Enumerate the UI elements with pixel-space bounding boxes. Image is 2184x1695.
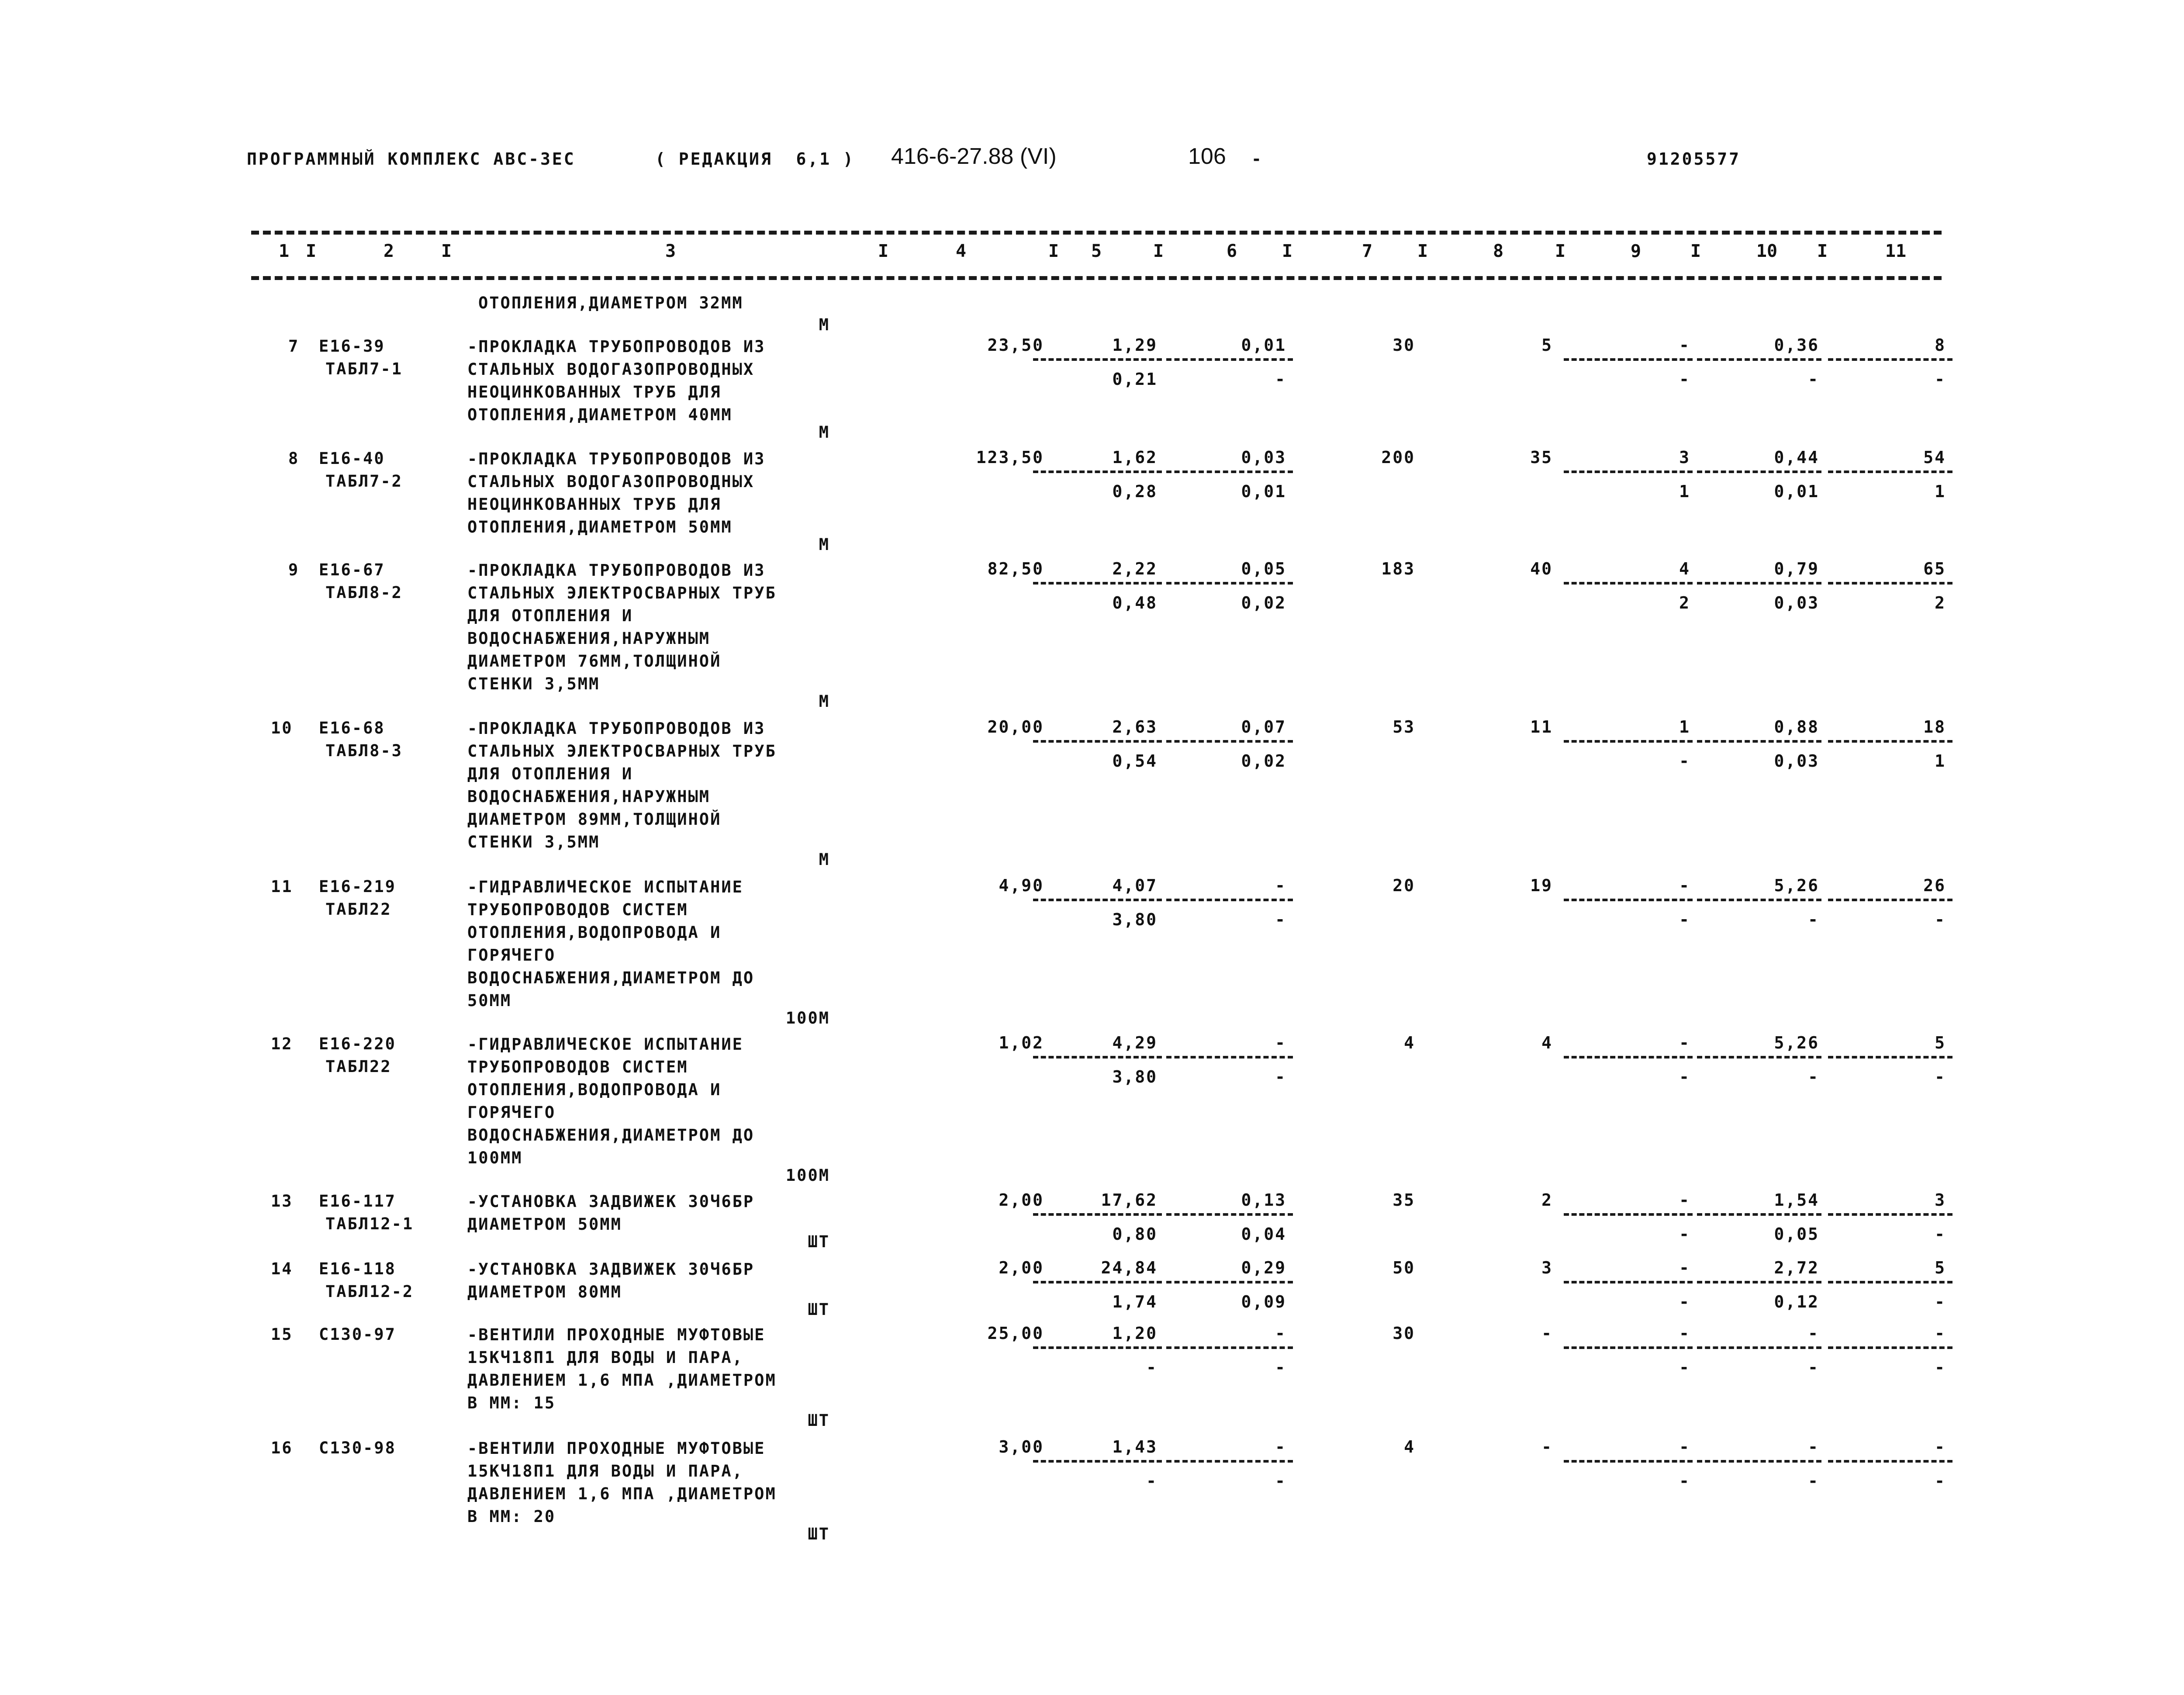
cell-c6b: 0,09 [1241,1292,1286,1311]
cell-c10b: - [1808,910,1819,929]
row-description-line: ТРУБОПРОВОДОВ СИСТЕМ [467,1058,688,1076]
doc-code: 416-6-27.88 (VI) [891,144,1057,169]
fraction-rule [1564,1056,1693,1059]
cell-c9b: - [1679,1067,1690,1086]
row-table-ref: ТАБЛ22 [325,1057,392,1076]
row-description-line: СТАЛЬНЫХ ЭЛЕКТРОСВАРНЫХ ТРУБ [467,584,777,602]
cell-c5b: 0,21 [1112,370,1158,389]
cell-c11: 65 [1923,559,1946,578]
column-separator: I [1048,241,1059,261]
column-number-7: 7 [1362,241,1373,261]
row-code: Е16-219 [319,877,396,896]
row-description-line: ОТОПЛЕНИЯ,ДИАМЕТРОМ 40ММ [467,405,733,424]
fraction-rule [1166,1056,1293,1059]
fraction-rule [1033,358,1162,361]
fraction-rule [1564,1460,1693,1463]
cell-c9: 1 [1679,717,1690,737]
fraction-rule [1697,1460,1821,1463]
cell-c10b: - [1808,370,1819,389]
column-separator: I [1417,241,1428,261]
fraction-rule [1033,1213,1162,1216]
row-description-line: НЕОЦИНКОВАННЫХ ТРУБ ДЛЯ [467,495,722,514]
cell-c10b: 0,12 [1774,1292,1819,1311]
row-code: Е16-68 [319,719,385,737]
cell-c7: 200 [1381,448,1415,467]
cell-c9: 4 [1679,559,1690,578]
cell-c5b: 0,48 [1112,593,1158,612]
row-unit: 100М [785,1009,830,1027]
cell-c7: 53 [1393,717,1415,737]
row-description-line: ОТОПЛЕНИЯ,ДИАМЕТРОМ 50ММ [467,518,733,536]
row-number: 12 [271,1034,293,1053]
row-description-line: ДИАМЕТРОМ 80ММ [467,1283,622,1301]
row-description-line: НЕОЦИНКОВАННЫХ ТРУБ ДЛЯ [467,383,722,401]
row-unit: М [819,692,830,711]
row-number: 16 [271,1439,293,1457]
row-unit: 100М [785,1166,830,1185]
row-number: 9 [288,560,300,579]
fraction-rule [1033,582,1162,585]
cell-c4: 25,00 [987,1324,1044,1343]
cell-c10: 2,72 [1774,1258,1819,1277]
cell-c6b: - [1275,1067,1286,1086]
cell-c9: 3 [1679,448,1690,467]
fraction-rule [1828,740,1952,743]
cell-c11b: - [1935,1292,1946,1311]
cell-c6b: 0,04 [1241,1225,1286,1244]
fraction-rule [1033,1460,1162,1463]
cell-c8: 40 [1530,559,1553,578]
row-table-ref: ТАБЛ7-2 [325,472,403,491]
cell-c5: 2,63 [1112,717,1158,737]
cell-c5b: 0,80 [1112,1225,1158,1244]
cell-c11: 5 [1935,1033,1946,1052]
row-unit: ШТ [808,1300,830,1319]
cell-c6: 0,01 [1241,336,1286,355]
column-number-1: 1 [278,241,290,261]
fraction-rule [1033,470,1162,473]
row-table-ref: ТАБЛ8-3 [325,741,403,760]
row-description-line: -ПРОКЛАДКА ТРУБОПРОВОДОВ ИЗ [467,450,766,468]
row-code: Е16-220 [319,1034,396,1053]
cell-c11b: - [1935,1471,1946,1491]
fraction-rule [1166,582,1293,585]
fraction-rule [1697,1281,1821,1283]
page-number-dash: - [1251,149,1263,169]
cell-c4: 3,00 [999,1437,1044,1456]
fraction-rule [1033,1346,1162,1349]
cell-c7: 30 [1393,1324,1415,1343]
cell-c5b: 0,54 [1112,751,1158,771]
fraction-rule [1033,1281,1162,1283]
fraction-rule [1564,470,1693,473]
row-code: С130-97 [319,1325,396,1344]
row-number: 14 [271,1259,293,1278]
cell-c11b: 1 [1935,751,1946,771]
cell-c6: 0,03 [1241,448,1286,467]
cell-c6b: 0,02 [1241,751,1286,771]
cell-c9: - [1679,1437,1690,1456]
fraction-rule [1564,1346,1693,1349]
cell-c10: 0,44 [1774,448,1819,467]
cell-c6b: - [1275,370,1286,389]
fraction-rule [1828,1346,1952,1349]
cell-c5b: 3,80 [1112,1067,1158,1086]
table-header-rule [251,276,1942,280]
row-table-ref: ТАБЛ8-2 [325,583,403,602]
cell-c6b: 0,02 [1241,593,1286,612]
cell-c6: 0,05 [1241,559,1286,578]
row-description-line: СТАЛЬНЫХ ЭЛЕКТРОСВАРНЫХ ТРУБ [467,742,777,761]
cell-c9b: - [1679,370,1690,389]
row-table-ref: ТАБЛ12-1 [325,1214,414,1233]
fraction-rule [1166,899,1293,901]
row-description-line: ДЛЯ ОТОПЛЕНИЯ И [467,606,633,625]
fraction-rule [1828,1213,1952,1216]
fraction-rule [1166,1281,1293,1283]
row-code: Е16-40 [319,449,385,468]
cell-c7: 30 [1393,336,1415,355]
cell-c11b: 2 [1935,593,1946,612]
cell-c10b: 0,03 [1774,593,1819,612]
cell-c5: 24,84 [1101,1258,1158,1277]
cell-c11: 5 [1935,1258,1946,1277]
cell-c8: 11 [1530,717,1553,737]
cell-c5: 1,29 [1112,336,1158,355]
cell-c5: 1,62 [1112,448,1158,467]
cell-c6b: - [1275,910,1286,929]
cell-c11: 18 [1923,717,1946,737]
row-description-line: ДИАМЕТРОМ 76ММ,ТОЛЩИНОЙ [467,652,722,671]
fraction-rule [1828,470,1952,473]
column-separator: I [306,241,317,261]
column-number-3: 3 [665,241,676,261]
cell-c9: - [1679,1324,1690,1343]
cell-c9b: - [1679,1471,1690,1491]
cell-c5b: 0,28 [1112,482,1158,501]
cell-c9b: - [1679,910,1690,929]
row-description-line: ГОРЯЧЕГО [467,1103,556,1122]
fraction-rule [1564,740,1693,743]
fraction-rule [1166,1346,1293,1349]
program-title: ПРОГРАММНЫЙ КОМПЛЕКС АВС-3ЕС [247,149,576,169]
row-description-line: -УСТАНОВКА ЗАДВИЖЕК 30Ч6БР [467,1260,755,1279]
fraction-rule [1033,899,1162,901]
cell-c8: 35 [1530,448,1553,467]
row-description-line: ВОДОСНАБЖЕНИЯ,ДИАМЕТРОМ ДО [467,1126,755,1145]
row-number: 10 [271,719,293,737]
cell-c5: 4,29 [1112,1033,1158,1052]
continued-description: ОТОПЛЕНИЯ,ДИАМЕТРОМ 32ММ [478,294,743,312]
fraction-rule [1697,358,1821,361]
row-code: Е16-118 [319,1259,396,1278]
cell-c10: - [1808,1437,1819,1456]
cell-c9: - [1679,336,1690,355]
row-description-line: ТРУБОПРОВОДОВ СИСТЕМ [467,900,688,919]
cell-c9: - [1679,876,1690,895]
row-number: 8 [288,449,300,468]
cell-c10b: 0,03 [1774,751,1819,771]
row-description-line: СТАЛЬНЫХ ВОДОГАЗОПРОВОДНЫХ [467,360,755,379]
fraction-rule [1166,740,1293,743]
cell-c11: 3 [1935,1190,1946,1210]
cell-c6: - [1275,1437,1286,1456]
fraction-rule [1564,358,1693,361]
cell-c11: - [1935,1324,1946,1343]
row-description-line: ДИАМЕТРОМ 50ММ [467,1215,622,1234]
cell-c6: - [1275,1033,1286,1052]
cell-c8: - [1541,1324,1553,1343]
cell-c4: 123,50 [976,448,1044,467]
cell-c6b: - [1275,1358,1286,1377]
cell-c9b: - [1679,1358,1690,1377]
fraction-rule [1828,899,1952,901]
fraction-rule [1697,740,1821,743]
row-unit: ШТ [808,1232,830,1251]
fraction-rule [1828,358,1952,361]
column-number-4: 4 [955,241,967,261]
row-number: 13 [271,1192,293,1211]
cell-c8: 3 [1541,1258,1553,1277]
fraction-rule [1166,1213,1293,1216]
fraction-rule [1166,1460,1293,1463]
row-description-line: -ГИДРАВЛИЧЕСКОЕ ИСПЫТАНИЕ [467,1035,743,1054]
cell-c9b: 1 [1679,482,1690,501]
cell-c7: 4 [1404,1437,1415,1456]
cell-c6: - [1275,876,1286,895]
cell-c11b: - [1935,1225,1946,1244]
fraction-rule [1564,582,1693,585]
cell-c11: 26 [1923,876,1946,895]
row-description-line: ВОДОСНАБЖЕНИЯ,НАРУЖНЫМ [467,787,711,806]
fraction-rule [1697,470,1821,473]
cell-c4: 4,90 [999,876,1044,895]
column-separator: I [1690,241,1701,261]
edition-label: ( РЕДАКЦИЯ 6,1 ) [655,149,855,169]
row-table-ref: ТАБЛ12-2 [325,1282,414,1301]
fraction-rule [1828,1281,1952,1283]
cell-c4: 1,02 [999,1033,1044,1052]
cell-c10b: - [1808,1358,1819,1377]
cell-c11: 8 [1935,336,1946,355]
cell-c6: - [1275,1324,1286,1343]
column-separator: I [1282,241,1293,261]
row-description-line: 50ММ [467,991,512,1010]
cell-c7: 35 [1393,1190,1415,1210]
cell-c11b: - [1935,1358,1946,1377]
column-separator: I [878,241,889,261]
column-separator: I [441,241,452,261]
cell-c5: 1,20 [1112,1324,1158,1343]
row-description-line: 15КЧ18П1 ДЛЯ ВОДЫ И ПАРА, [467,1348,743,1367]
fraction-rule [1697,1056,1821,1059]
cell-c5: 1,43 [1112,1437,1158,1456]
row-description-line: ДЛЯ ОТОПЛЕНИЯ И [467,764,633,783]
fraction-rule [1564,1281,1693,1283]
cell-c8: 2 [1541,1190,1553,1210]
fraction-rule [1828,1460,1952,1463]
cell-c6: 0,29 [1241,1258,1286,1277]
row-description-line: ДАВЛЕНИЕМ 1,6 МПА ,ДИАМЕТРОМ [467,1371,777,1390]
row-description-line: -ГИДРАВЛИЧЕСКОЕ ИСПЫТАНИЕ [467,878,743,896]
row-description-line: -ПРОКЛАДКА ТРУБОПРОВОДОВ ИЗ [467,337,766,356]
row-description-line: -ВЕНТИЛИ ПРОХОДНЫЕ МУФТОВЫЕ [467,1325,766,1344]
row-description-line: В ММ: 15 [467,1394,556,1412]
cell-c10: 0,36 [1774,336,1819,355]
row-unit: М [819,850,830,869]
row-number: 11 [271,877,293,896]
fraction-rule [1166,358,1293,361]
cell-c11b: 1 [1935,482,1946,501]
column-separator: I [1817,241,1828,261]
cell-c10: 5,26 [1774,1033,1819,1052]
cell-c7: 50 [1393,1258,1415,1277]
fraction-rule [1697,582,1821,585]
document-number: 91205577 [1647,149,1741,169]
row-description-line: -ПРОКЛАДКА ТРУБОПРОВОДОВ ИЗ [467,719,766,738]
fraction-rule [1564,1213,1693,1216]
row-unit: М [819,535,830,554]
cell-c4: 20,00 [987,717,1044,737]
row-unit: М [819,423,830,442]
cell-c10: 0,79 [1774,559,1819,578]
row-unit: ШТ [808,1411,830,1430]
row-description-line: ОТОПЛЕНИЯ,ВОДОПРОВОДА И [467,1080,722,1099]
column-number-2: 2 [383,241,394,261]
cell-c10b: 0,05 [1774,1225,1819,1244]
cell-c9: - [1679,1258,1690,1277]
fraction-rule [1033,1056,1162,1059]
cell-c9: - [1679,1033,1690,1052]
fraction-rule [1697,899,1821,901]
fraction-rule [1033,740,1162,743]
cell-c11b: - [1935,910,1946,929]
cell-c10: 5,26 [1774,876,1819,895]
cell-c4: 2,00 [999,1258,1044,1277]
row-code: Е16-67 [319,560,385,579]
page-number: 106 [1188,144,1226,169]
cell-c4: 82,50 [987,559,1044,578]
continued-unit: М [819,315,830,334]
cell-c9b: - [1679,1292,1690,1311]
row-table-ref: ТАБЛ22 [325,900,392,919]
cell-c10: - [1808,1324,1819,1343]
column-number-11: 11 [1885,241,1907,261]
row-description-line: 100ММ [467,1148,523,1167]
row-description-line: СТАЛЬНЫХ ВОДОГАЗОПРОВОДНЫХ [467,472,755,491]
column-number-6: 6 [1226,241,1237,261]
cell-c4: 2,00 [999,1190,1044,1210]
row-description-line: -ПРОКЛАДКА ТРУБОПРОВОДОВ ИЗ [467,561,766,580]
fraction-rule [1828,582,1952,585]
cell-c8: 5 [1541,336,1553,355]
fraction-rule [1697,1213,1821,1216]
row-description-line: В ММ: 20 [467,1507,556,1526]
row-description-line: -ВЕНТИЛИ ПРОХОДНЫЕ МУФТОВЫЕ [467,1439,766,1458]
cell-c9: - [1679,1190,1690,1210]
cell-c11b: - [1935,370,1946,389]
row-description-line: ДАВЛЕНИЕМ 1,6 МПА ,ДИАМЕТРОМ [467,1484,777,1503]
row-unit: ШТ [808,1525,830,1543]
row-code: Е16-117 [319,1192,396,1211]
cell-c10b: - [1808,1067,1819,1086]
cell-c5b: 3,80 [1112,910,1158,929]
row-description-line: ДИАМЕТРОМ 89ММ,ТОЛЩИНОЙ [467,810,722,829]
cell-c5: 17,62 [1101,1190,1158,1210]
row-description-line: ГОРЯЧЕГО [467,946,556,965]
row-description-line: ОТОПЛЕНИЯ,ВОДОПРОВОДА И [467,923,722,942]
cell-c9b: 2 [1679,593,1690,612]
cell-c6: 0,07 [1241,717,1286,737]
row-description-line: СТЕНКИ 3,5ММ [467,833,600,851]
cell-c8: 4 [1541,1033,1553,1052]
cell-c5: 4,07 [1112,876,1158,895]
fraction-rule [1828,1056,1952,1059]
column-separator: I [1153,241,1164,261]
cell-c8: - [1541,1437,1553,1456]
row-number: 7 [288,337,300,356]
row-description-line: 15КЧ18П1 ДЛЯ ВОДЫ И ПАРА, [467,1462,743,1481]
cell-c6: 0,13 [1241,1190,1286,1210]
cell-c7: 20 [1393,876,1415,895]
cell-c10: 1,54 [1774,1190,1819,1210]
cell-c7: 183 [1381,559,1415,578]
column-separator: I [1555,241,1566,261]
row-table-ref: ТАБЛ7-1 [325,360,403,378]
row-number: 15 [271,1325,293,1344]
cell-c9b: - [1679,751,1690,771]
cell-c11: - [1935,1437,1946,1456]
row-description-line: ВОДОСНАБЖЕНИЯ,НАРУЖНЫМ [467,629,711,648]
column-number-8: 8 [1493,241,1504,261]
cell-c11: 54 [1923,448,1946,467]
column-number-5: 5 [1091,241,1102,261]
row-description-line: СТЕНКИ 3,5ММ [467,675,600,693]
cell-c10b: 0,01 [1774,482,1819,501]
fraction-rule [1166,470,1293,473]
table-top-rule [251,231,1942,235]
cell-c5b: 1,74 [1112,1292,1158,1311]
fraction-rule [1697,1346,1821,1349]
row-code: Е16-39 [319,337,385,356]
cell-c5b: - [1146,1358,1158,1377]
cell-c6b: 0,01 [1241,482,1286,501]
cell-c8: 19 [1530,876,1553,895]
cell-c6b: - [1275,1471,1286,1491]
fraction-rule [1564,899,1693,901]
row-description-line: ВОДОСНАБЖЕНИЯ,ДИАМЕТРОМ ДО [467,969,755,987]
cell-c10: 0,88 [1774,717,1819,737]
cell-c10b: - [1808,1471,1819,1491]
column-number-9: 9 [1630,241,1641,261]
cell-c4: 23,50 [987,336,1044,355]
row-code: С130-98 [319,1439,396,1457]
cell-c7: 4 [1404,1033,1415,1052]
cell-c5: 2,22 [1112,559,1158,578]
column-number-10: 10 [1756,241,1778,261]
cell-c9b: - [1679,1225,1690,1244]
cell-c5b: - [1146,1471,1158,1491]
row-description-line: -УСТАНОВКА ЗАДВИЖЕК 30Ч6БР [467,1192,755,1211]
cell-c11b: - [1935,1067,1946,1086]
